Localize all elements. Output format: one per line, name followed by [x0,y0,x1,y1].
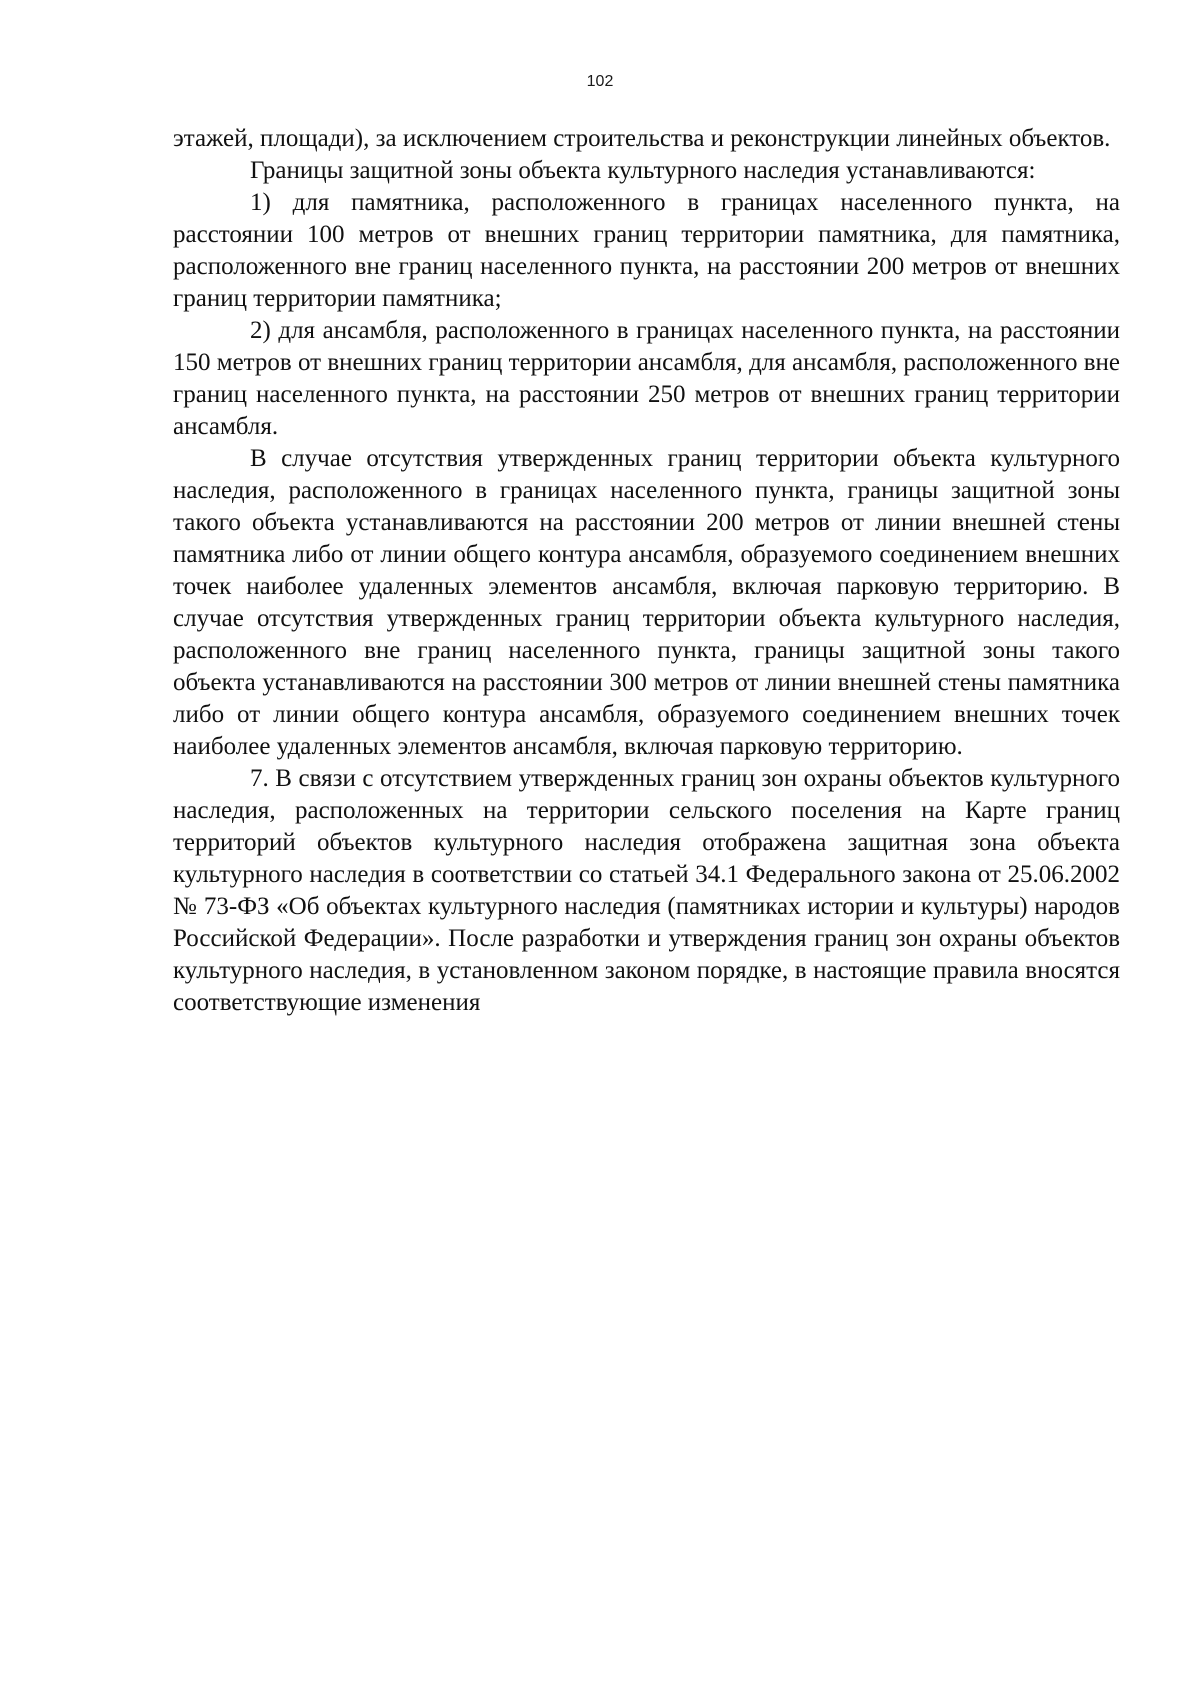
paragraph-continuation: этажей, площади), за исключением строительства и реконструкции линейных объектов. [173,125,1111,152]
document-body [173,123,1120,1019]
paragraph-item-1-monument: 1) для памятника, расположенного в границах населенного пункта, на расстоянии 100 метров от внешних границ территории памятника, для памятника, расположенного вне границ населенного пункта, на расстоянии 200 метров от внешних границ территории памятника; [173,189,1120,312]
paragraph-section-7: 7. В связи с отсутствием утвержденных границ зон охраны объектов культурного наследия, расположенных на территории сельского поселения на Карте границ территорий объектов культурного наследия отображена защитная зона объекта культурного наследия в соответствии со статьей 34.1 Федерального закона от 25.06.2002 № 73-ФЗ «Об объектах культурного наследия (памятниках истории и культуры) народов Российской Федерации». После разработки и утверждения границ зон охраны объектов культурного наследия, в установленном законом порядке, в настоящие правила вносятся соответствующие изменения [173,765,1120,1016]
paragraph-absent-boundaries: В случае отсутствия утвержденных границ территории объекта культурного наследия, расположенного в границах населенного пункта, границы защитной зоны такого объекта устанавливаются на расстоянии 200 метров от линии внешней стены памятника либо от линии общего контура ансамбля, образуемого соединением внешних точек наиболее удаленных элементов ансамбля, включая парковую территорию. В случае отсутствия утвержденных границ территории объекта культурного наследия, расположенного вне границ населенного пункта, границы защитной зоны такого объекта устанавливаются на расстоянии 300 метров от линии внешней стены памятника либо от линии общего контура ансамбля, образуемого соединением внешних точек наиболее удаленных элементов ансамбля, включая парковую территорию. [173,445,1120,760]
page-number: 102 [586,73,614,90]
paragraph-protective-zone-boundaries: Границы защитной зоны объекта культурного наследия устанавливаются: [250,157,1036,184]
paragraph-item-2-ensemble: 2) для ансамбля, расположенного в границах населенного пункта, на расстоянии 150 метров от внешних границ территории ансамбля, для ансамбля, расположенного вне границ населенного пункта, на расстоянии 250 метров от внешних границ территории ансамбля. [173,317,1120,440]
